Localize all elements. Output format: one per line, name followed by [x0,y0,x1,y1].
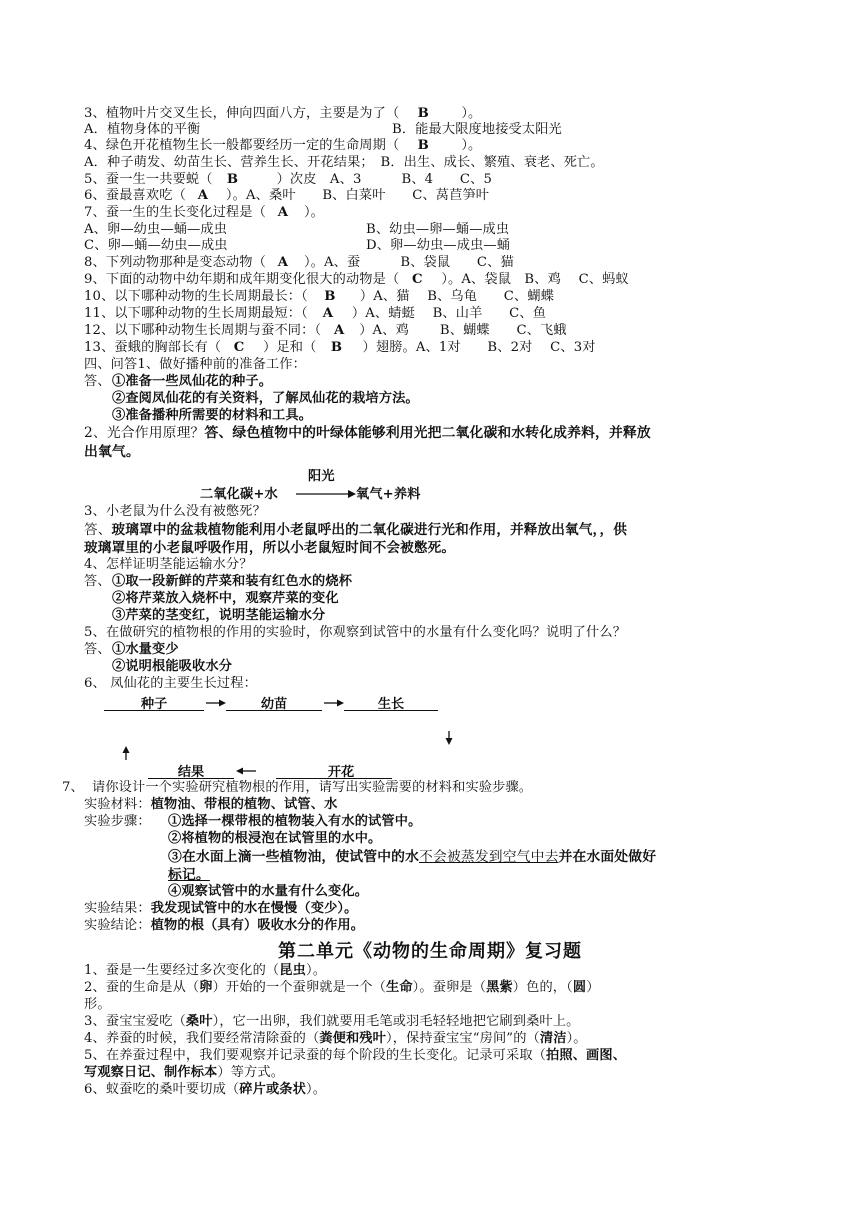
qa-q4: 4、怎样证明茎能运输水分？ [84,557,253,572]
qa-q7-step3-cont: 标记。 [168,867,210,883]
qa-q3: 3、小老鼠为什么没有被憋死？ [84,504,266,519]
qa-q7-conclusion: 实验结论：植物的根（具有）吸收水分的作用。 [84,918,365,933]
qa-q2: 2、光合作用原理？答、绿色植物中的叶绿体能够利用光把二氧化碳和水转化成养料，并释放 [84,425,651,441]
qa-a4-item3: ③芹菜的茎变红，说明茎能运输水分 [112,608,326,623]
arrow-up-icon [121,746,131,760]
qa-a1-item1: ①准备一些凤仙花的种子。 [112,374,273,389]
cycle-growth-underline [344,710,438,711]
arrow-left-icon [236,766,256,776]
qa-a4-item2: ②将芹菜放入烧杯中，观察芹菜的变化 [112,591,339,606]
qa-q5: 5、在做研究的植物根的作用的实验时，你观察到试管中的水量有什么变化吗？说明了什么？ [84,625,627,640]
cycle-fruit: 结果 [177,765,205,780]
formula-arrow-icon [296,487,356,501]
qa-q7-step4: ④观察试管中的水量有什么变化。 [168,884,369,899]
qa-a5-item1: ①水量变少 [112,642,179,657]
qa-a5-prefix: 答、 [84,642,111,657]
mc-q5: 5、蚕一生一共要蜕（ B ）次皮 A、3 B、4 C、5 [84,172,493,187]
mc-q3-option-a: A．植物身体的平衡 [84,122,201,137]
unit2-l3: 3、蚕宝宝爱吃（桑叶），它一出卵，我们就要用毛笔或羽毛轻轻地把它刷到桑叶上。 [84,1014,580,1029]
cycle-flowering-underline [276,778,392,779]
unit2-l5: 5、在养蚕过程中，我们要观察并记录蚕的每个阶段的生长变化。记录可采取（拍照、画图、 [84,1048,627,1063]
mc-q7-option-d: D、卵—幼虫—成虫—蛹 [366,238,511,253]
unit2-l2: 2、蚕的生命是从（卵）开始的一个蚕卵就是一个（生命）。蚕卵是（黑紫）色的，（圆） [84,980,600,995]
formula-products: 氧气+养料 [356,487,421,502]
qa-q7-step1: ①选择一棵带根的植物装入有水的试管中。 [168,814,422,829]
unit2-l5b: 写观察日记、制作标本）等方式。 [84,1065,285,1080]
mc-q4: 4、绿色开花植物生长一般都要经历一定的生命周期（ B ）。 [84,138,482,153]
qa-q7-step3: ③在水面上滴一些植物油，使试管中的水不会被蒸发到空气中去并在水面处做好 [168,849,657,865]
qa-a3-line1: 答、玻璃罩中的盆栽植物能利用小老鼠呼出的二氧化碳进行光和作用，并释放出氧气，，供 [84,522,627,538]
qa-q7-steps-label: 实验步骤： [84,814,151,829]
mc-q13: 13、蚕蛾的胸部长有（ C ）足和（ B ）翅膀。A、1对 B、2对 C、3对 [84,340,596,355]
qa-a1-item3: ③准备播种所需要的材料和工具。 [112,408,313,423]
mc-q3-option-b: B．能最大限度地接受太阳光 [392,122,562,137]
cycle-flowering: 开花 [327,765,355,780]
unit2-l2b: 形。 [84,997,111,1012]
mc-q7-option-b: B、幼虫—卵—蛹—成虫 [366,222,510,237]
unit2-l1: 1、蚕是一生要经过多次变化的（昆虫）。 [84,963,327,978]
qa-a3-line2: 玻璃罩里的小老鼠呼吸作用，所以小老鼠短时间不会被憋死。 [84,540,456,556]
unit2-l6: 6、蚁蚕吃的桑叶要切成（碎片或条状）。 [84,1082,327,1097]
mc-q7-option-c: C、卵—蛹—幼虫—成虫 [84,238,228,253]
qa-heading: 四、问答1、做好播种前的准备工作： [84,357,306,372]
qa-q7-number: 7、 [62,780,84,795]
cycle-seedling-underline [226,710,322,711]
mc-q12: 12、以下哪种动物生长周期与蚕不同：（ A ）A、鸡 B、蝴蝶 C、飞蛾 [84,323,567,338]
qa-a1-prefix: 答、 [84,374,111,389]
qa-q7-materials: 实验材料：植物油、带根的植物、试管、水 [84,797,338,812]
unit2-title: 第二单元《动物的生命周期》复习题 [278,941,582,962]
qa-a5-item2: ②说明根能吸收水分 [112,659,233,674]
arrow-right-icon [206,698,226,708]
mc-q6: 6、蚕最喜欢吃（ A ）。A、桑叶 B、白菜叶 C、莴苣笋叶 [84,188,490,203]
qa-q7-result: 实验结果：我发现试管中的水在慢慢（变少）。 [84,901,358,916]
mc-q10: 10、以下哪种动物的生长周期最长：（ B ）A、猫 B、乌龟 C、蝴蝶 [84,289,555,304]
unit2-l4: 4、养蚕的时候，我们要经常清除蚕的（粪便和残叶），保持蚕宝宝“房间”的（清洁）。 [84,1031,587,1046]
cycle-seed: 种子 [140,697,168,712]
mc-q9: 9、下面的动物中幼年期和成年期变化很大的动物是（ C ）。A、袋鼠 B、鸡 C、蚂蚁 [84,272,629,287]
qa-q7: 请你设计一个实验研究植物根的作用，请写出实验需要的材料和实验步骤。 [92,780,533,795]
qa-a4-item1: ①取一段新鲜的芹菜和装有红色水的烧杯 [112,574,353,589]
mc-q4-options: A．种子萌发、幼苗生长、营养生长、开花结果； B．出生、成长、繁殖、衰老、死亡。 [84,155,604,170]
qa-a1-item2: ②查阅凤仙花的有关资料，了解凤仙花的栽培方法。 [112,391,419,406]
cycle-fruit-underline [148,778,234,779]
cycle-growth: 生长 [377,697,405,712]
qa-q6: 6、 凤仙花的主要生长过程： [84,676,257,691]
qa-q7-step2: ②将植物的根浸泡在试管里的水中。 [168,831,382,846]
formula-sunlight-label: 阳光 [308,469,335,484]
mc-q11: 11、以下哪种动物的生长周期最短：（ A ）A、蜻蜓 B、山羊 C、鱼 [84,306,547,321]
mc-q7: 7、蚕一生的生长变化过程是（ A ）。 [84,205,325,220]
mc-q8: 8、下列动物那种是变态动物（ A ）。A、蚕 B、袋鼠 C、猫 [84,255,514,270]
arrow-down-icon [444,731,454,745]
arrow-right-icon [324,698,344,708]
qa-a4-prefix: 答、 [84,574,111,589]
cycle-seed-underline [104,710,204,711]
formula-reactants: 二氧化碳+水 [200,487,278,502]
mc-q3: 3、植物叶片交叉生长，伸向四面八方，主要是为了（ B ）。 [84,106,482,121]
cycle-seedling: 幼苗 [260,697,288,712]
mc-q7-option-a: A、卵—幼虫—蛹—成虫 [84,222,228,237]
qa-a2-line2: 出氧气。 [84,444,140,460]
